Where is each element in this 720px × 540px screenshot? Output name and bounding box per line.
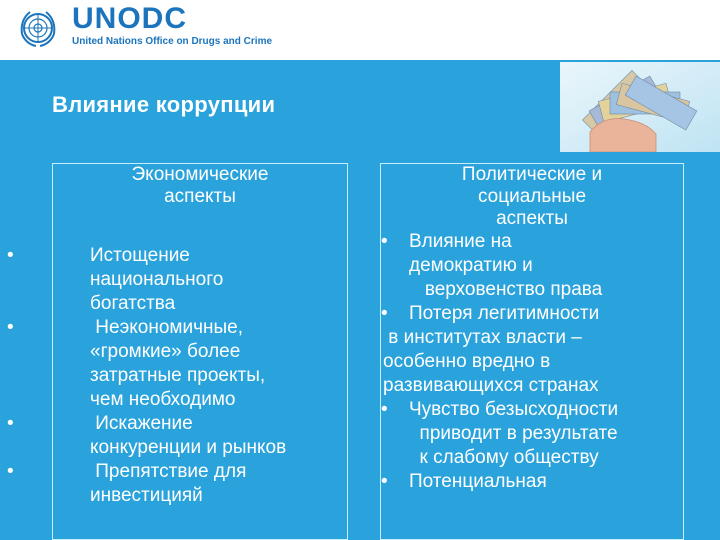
un-emblem-icon (14, 4, 62, 52)
list-item-line: Чувство безысходности (409, 399, 619, 420)
list-item (381, 230, 683, 302)
bullet-icon: • (381, 471, 388, 492)
economic-aspects-heading (53, 164, 347, 208)
heading-line: Политические и (461, 164, 603, 185)
list-item-line: Потенциальная (409, 471, 547, 492)
list-item-line: Препятствие для (90, 461, 247, 482)
bullet-icon: • (7, 245, 14, 266)
list-item (381, 470, 683, 494)
bullet-icon: • (7, 461, 14, 482)
list-item (7, 412, 347, 460)
logo-subtitle: United Nations Office on Drugs and Crime (72, 36, 273, 47)
bullet-icon: • (7, 413, 14, 434)
list-item-line: Искажение (90, 413, 193, 434)
header-bar (0, 0, 720, 60)
heading-line: социальные (477, 186, 587, 207)
list-item (7, 316, 347, 412)
logo-wordmark: UNODC (72, 2, 187, 35)
political-social-aspects-list (381, 230, 683, 326)
list-item-line: к слабому обществу (409, 447, 599, 468)
text-line: в институтах власти – (383, 327, 582, 348)
economic-aspects-panel (7, 163, 348, 540)
list-item-line: Неэкономичные, (90, 317, 243, 338)
list-item-line: Истощение (90, 245, 190, 266)
bullet-icon: • (381, 303, 388, 324)
political-social-aspects-heading (381, 164, 683, 230)
bullet-icon: • (7, 317, 14, 338)
bullet-icon: • (381, 399, 388, 420)
list-item-line: чем необходимо (90, 389, 236, 410)
list-item-line: национального (90, 269, 224, 290)
money-in-hand-image (560, 62, 720, 152)
slide-title: Влияние коррупции (52, 92, 276, 117)
text-line: особенно вредно в (383, 351, 551, 372)
list-item (7, 460, 347, 508)
list-item-line: Влияние на (409, 231, 512, 252)
list-item-line: инвестицияй (90, 485, 203, 506)
economic-aspects-list (7, 244, 347, 508)
text-line: развивающихся странах (383, 375, 599, 396)
list-item-line: конкуренции и рынков (90, 437, 287, 458)
list-item-line: демократию и (409, 255, 533, 276)
list-item (381, 398, 683, 470)
bullet-icon: • (381, 231, 388, 252)
list-item-line: затратные проекты, (90, 365, 266, 386)
list-item (381, 302, 683, 326)
list-item-line: Потеря легитимности (409, 303, 600, 324)
heading-line: аспекты (496, 208, 568, 229)
list-item (7, 244, 347, 316)
heading-line: Экономические (131, 164, 269, 185)
continuation-text (381, 326, 683, 398)
list-item-line: верховенство права (409, 279, 603, 300)
list-item-line: приводит в результате (409, 423, 618, 444)
political-social-aspects-panel (380, 163, 684, 540)
list-item-line: «громкие» более (90, 341, 241, 362)
heading-line: аспекты (164, 186, 236, 207)
political-social-aspects-list-continued (381, 398, 683, 494)
list-item-line: богатства (90, 293, 176, 314)
